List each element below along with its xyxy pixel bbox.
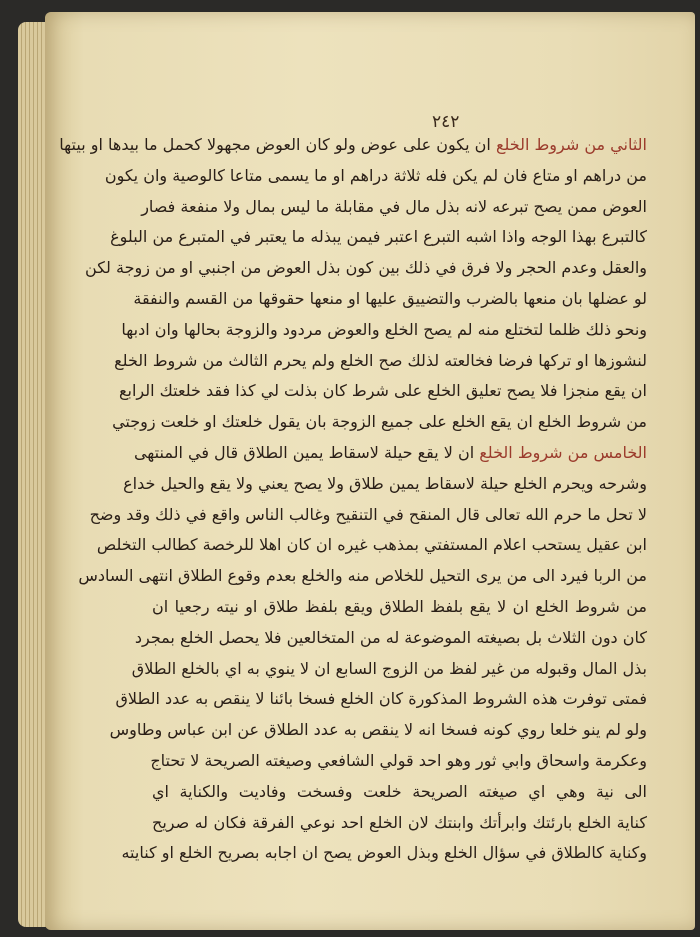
line-text: ونحو ذلك ظلما لتختلع منه لم يصح الخلع والعوض مردود والزوجة بحالها وان ادبها (121, 319, 647, 339)
text-line (85, 253, 647, 284)
line-text: ان يقع منجزا فلا يصح تعليق الخلع على شرط كان بذلت لي كذا فقد خلعتك الرابع (119, 381, 647, 401)
text-line (152, 777, 647, 808)
line-text: لا تحل ما حرم الله تعالى قال المنقح في التنقيح وغالب الناس واقع في ذلك وقد وضح (89, 504, 647, 524)
line-text: وكناية كالطلاق في سؤال الخلع وبذل العوض يصح ان اجابه بصريح الخلع او كنايته (121, 843, 647, 863)
line-text: من شروط الخلع ان لا يقع بلفظ الطلاق ويقع بلفظ طلاق او نيته رجعيا ان (152, 596, 647, 616)
line-text: لنشوزها او تركها فرضا فخالعته لذلك صح الخلع ولم يحرم الثالث من شروط الخلع (114, 350, 647, 370)
text-line (89, 500, 647, 531)
line-text: فمتى توفرت هذه الشروط المذكورة كان الخلع فسخا بائنا لا ينقص به عدد الطلاق (115, 689, 647, 709)
line-text: العوض ممن يصح تبرعه لانه بذل مال في مقابلة ما ليس بمال ولا منفعة فصار (141, 196, 647, 216)
text-line (152, 808, 647, 839)
line-text: من الربا فيرد الى من يرى التحيل للخلاص منه والخلع بعدم وقوع الطلاق انتهى السادس (78, 566, 647, 586)
text-line (133, 284, 647, 315)
text-line (96, 530, 647, 561)
line-text: الى نية وهي اي صيغته الصريحة خلعت وفسخت وفاديت والكناية اي (152, 781, 647, 801)
line-text: كناية الخلع بارئتك وابرأتك وابنتك لان الخلع احد نوعي الفرقة فكان له صريح (152, 812, 647, 832)
line-text: وشرحه ويحرم الخلع حيلة لاسقاط يمين طلاق ولا يصح يعني ولا يقع والحيل خداع (123, 473, 647, 493)
text-line (112, 407, 647, 438)
line-text: ولو لم ينو خلعا روي كونه فسخا انه لا ينقص به عدد الطلاق عن ابن عباس وطاوس (109, 720, 647, 740)
text-line (109, 715, 647, 746)
line-text: وعكرمة واسحاق وابي ثور وهو احد قولي الشافعي وصيغته الصريحة لا تحتاج (150, 750, 647, 770)
line-text: من دراهم او متاع فان لم يكن فله ثلاثة دراهم او ما يسمى متاعا كالوصية وان يكون (104, 165, 647, 185)
rubric-heading: الثاني من شروط الخلع (495, 135, 647, 154)
text-line (121, 838, 647, 869)
line-text: ابن عقيل يستحب اعلام المستفتي بمذهب غيره ان كان اهلا للرخصة كطالب التخلص (96, 535, 647, 555)
line-text: بذل المال وقبوله من غير لفظ من الزوج السابع ان لا ينوي به اي بالخلع الطلاق (131, 658, 647, 678)
text-block (59, 130, 647, 869)
line-text: كالتبرع بهذا الوجه واذا اشبه التبرع اعتبر فيمن يبذله ما يعتبر في المتبرع من البلوغ (110, 227, 647, 247)
text-line (114, 346, 647, 377)
line-text: ان لا يقع حيلة لاسقاط يمين الطلاق قال في المنتهى (133, 442, 480, 462)
line-text: لو عضلها بان منعها بالضرب والتضييق عليها او منعها حقوقها من القسم والنفقة (133, 288, 647, 308)
line-text: كان دون الثلاث بل بصيغته الموضوعة له من المتخالعين فلا يحصل الخلع بمجرد (134, 627, 647, 647)
text-line (119, 376, 647, 407)
text-line (115, 684, 647, 715)
line-text: والعقل وعدم الحجر ولا فرق في ذلك بين كون بذل العوض من اجنبي او من زوجة لكن (85, 258, 647, 278)
rubric-heading: الخامس من شروط الخلع (479, 442, 647, 462)
text-line (59, 130, 647, 161)
text-line (123, 469, 647, 500)
text-line (141, 192, 647, 223)
line-text: من شروط الخلع ان يقع الخلع على جميع الزوجة بان يقول خلعتك او خلعت زوجتي (112, 412, 647, 432)
text-line (131, 654, 647, 685)
text-line (110, 222, 647, 253)
text-line (152, 592, 647, 623)
text-line (152, 746, 647, 777)
folio-number: ٢٤٢ (432, 112, 460, 132)
text-line (121, 315, 647, 346)
text-line (104, 161, 647, 192)
line-text: ان يكون على عوض ولو كان العوض مجهولا كحمل ما بيدها او بيتها (59, 135, 496, 154)
text-line (78, 561, 647, 592)
text-line (134, 623, 647, 654)
text-line (133, 438, 647, 469)
